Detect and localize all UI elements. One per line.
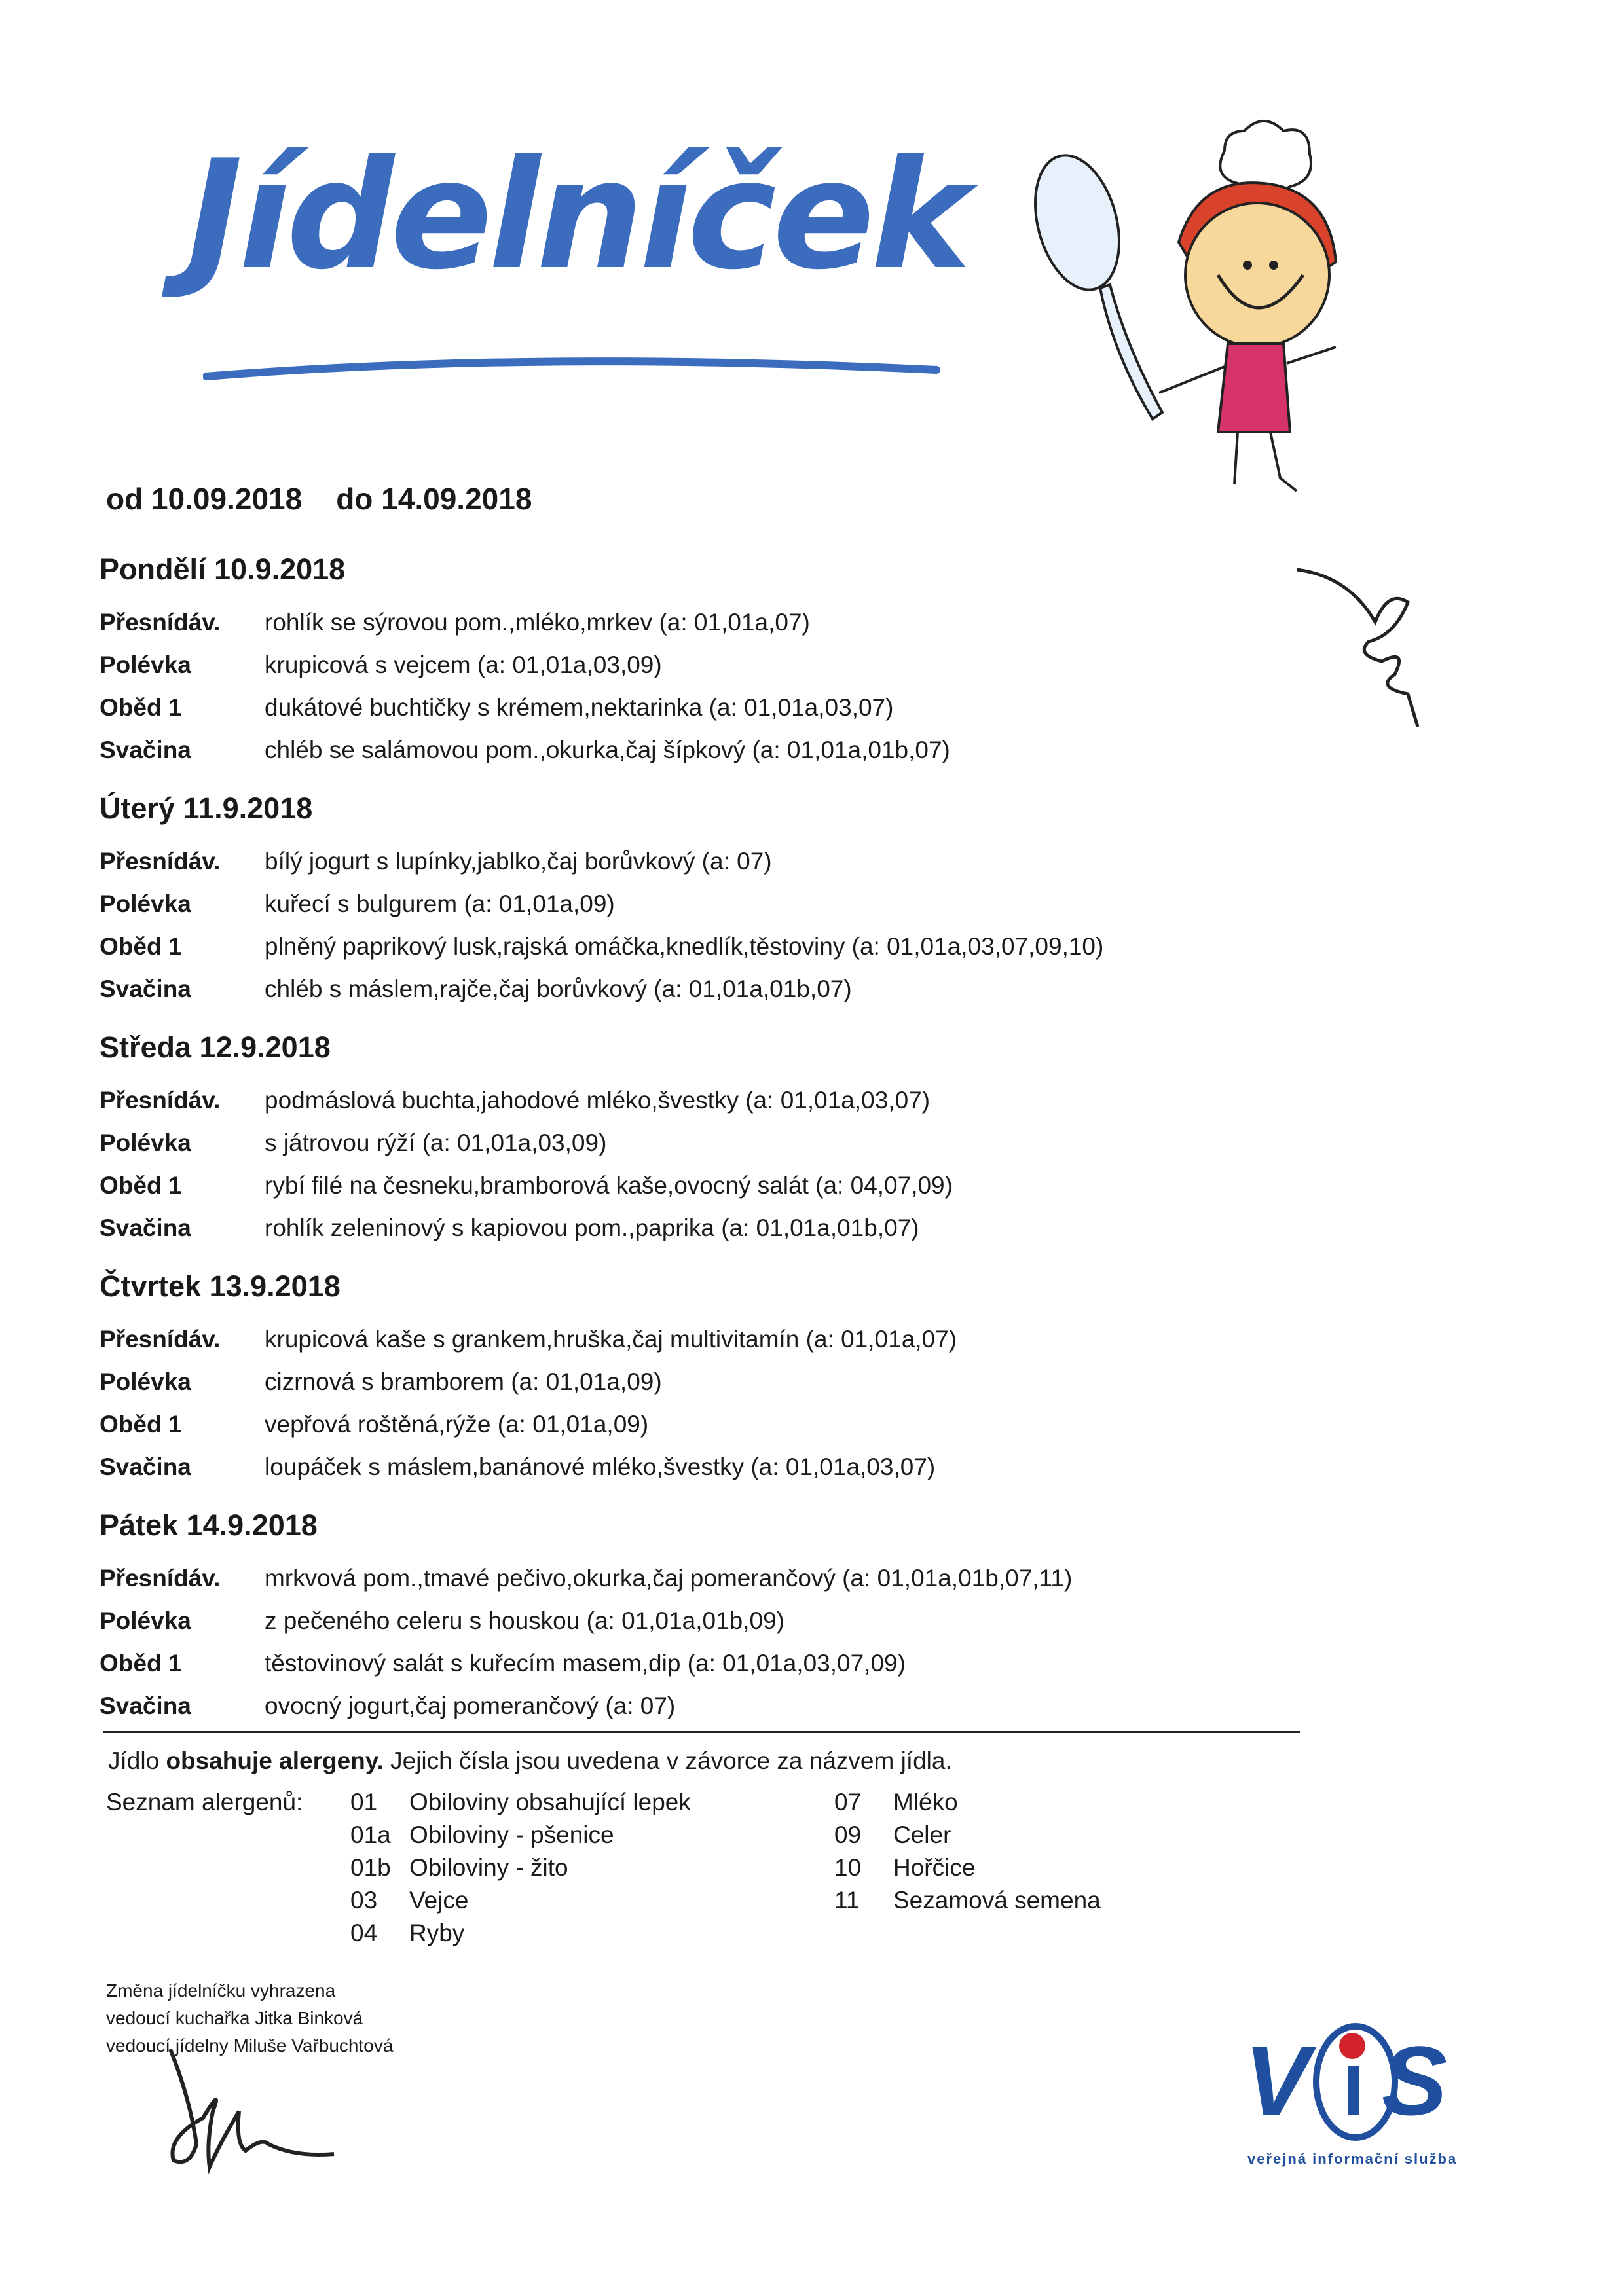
meal-row (100, 1446, 1344, 1488)
note-text: Jejich čísla jsou uvedena v závorce za názvem jídla. (383, 1747, 952, 1774)
day-title: Pondělí 10.9.2018 (100, 553, 346, 586)
meal-row (100, 968, 1344, 1010)
meal-label: Přesnídáv. (100, 1326, 221, 1353)
meal-value: s játrovou rýží (a: 01,01a,03,09) (265, 1129, 607, 1156)
allergen-code: 03 (350, 1887, 378, 1914)
allergen-code: 01a (350, 1821, 391, 1848)
allergen-item (350, 1884, 469, 1917)
allergen-code: 07 (834, 1789, 862, 1815)
day-section (100, 789, 1344, 1010)
meal-row (100, 1599, 1344, 1642)
meal-label: Přesnídáv. (100, 1565, 221, 1592)
meal-row (100, 840, 1344, 883)
allergen-name: Hořčice (893, 1854, 976, 1881)
allergen-item (350, 1851, 568, 1884)
meal-value: rohlík se sýrovou pom.,mléko,mrkev (a: 01,01a,07) (265, 609, 810, 636)
meal-value: plněný paprikový lusk,rajská omáčka,knedlík,těstoviny (a: 01,01a,03,07,09,10) (265, 933, 1104, 960)
allergen-code: 01b (350, 1854, 391, 1881)
meal-value: ovocný jogurt,čaj pomerančový (a: 07) (265, 1692, 676, 1719)
meal-label: Přesnídáv. (100, 609, 221, 636)
footer-line: vedoucí jídelny Miluše Vařbuchtová (106, 2035, 394, 2056)
vis-logo-icon (1244, 2016, 1460, 2174)
page-title: Jídelníček (187, 128, 967, 303)
meal-label: Polévka (100, 1129, 191, 1156)
meal-value: chléb se salámovou pom.,okurka,čaj šípkový (a: 01,01a,01b,07) (265, 737, 950, 763)
meal-value: podmáslová buchta,jahodové mléko,švestky (a: 01,01a,03,07) (265, 1087, 931, 1114)
meal-row (100, 1079, 1344, 1121)
day-section (100, 1267, 1344, 1488)
meal-value: cizrnová s bramborem (a: 01,01a,09) (265, 1368, 662, 1395)
meal-row (100, 925, 1344, 968)
meal-row (100, 1642, 1344, 1685)
meal-value: rybí filé na česneku,bramborová kaše,ovocný salát (a: 04,07,09) (265, 1172, 953, 1199)
day-title: Pátek 14.9.2018 (100, 1508, 318, 1542)
meal-label: Polévka (100, 890, 191, 917)
allergen-name: Sezamová semena (893, 1887, 1101, 1914)
allergen-name: Mléko (893, 1789, 958, 1815)
allergen-code: 10 (834, 1854, 862, 1881)
meal-value: rohlík zeleninový s kapiovou pom.,paprika (a: 01,01a,01b,07) (265, 1214, 919, 1241)
meal-row (100, 883, 1344, 925)
meal-value: krupicová kaše s grankem,hruška,čaj multivitamín (a: 01,01a,07) (265, 1326, 957, 1353)
meal-row (100, 601, 1344, 644)
allergen-item (834, 1851, 975, 1884)
meal-value: vepřová roštěná,rýže (a: 01,01a,09) (265, 1411, 649, 1438)
day-title: Středa 12.9.2018 (100, 1030, 331, 1064)
meal-label: Polévka (100, 1607, 191, 1634)
meal-row (100, 1164, 1344, 1207)
svg-text:V: V (1244, 2026, 1310, 2136)
period-to: do 14.09.2018 (336, 482, 532, 516)
footer-line: Změna jídelníčku vyhrazena (106, 1980, 336, 2001)
meal-value: krupicová s vejcem (a: 01,01a,03,09) (265, 651, 662, 678)
meal-label: Svačina (100, 975, 191, 1002)
meal-row (100, 1685, 1344, 1727)
day-section (100, 1028, 1344, 1249)
meal-label: Přesnídáv. (100, 1087, 221, 1114)
footer-line: vedoucí kuchařka Jitka Binková (106, 2008, 363, 2028)
meal-label: Svačina (100, 1214, 191, 1241)
allergen-name: Obiloviny - žito (409, 1854, 568, 1881)
day-section (100, 1506, 1344, 1727)
meal-row (100, 1360, 1344, 1403)
allergen-list-label: Seznam alergenů: (106, 1789, 303, 1815)
allergen-name: Obiloviny - pšenice (409, 1821, 614, 1848)
meal-label: Oběd 1 (100, 1411, 182, 1438)
svg-text:veřejná informační služba: veřejná informační služba (1247, 2151, 1458, 2167)
allergen-name: Obiloviny obsahující lepek (409, 1789, 691, 1815)
meal-label: Oběd 1 (100, 933, 182, 960)
allergen-name: Vejce (409, 1887, 469, 1914)
allergen-item (350, 1917, 464, 1950)
chef-illustration-icon (1028, 118, 1408, 537)
meal-row (100, 1207, 1344, 1249)
meal-row (100, 1557, 1344, 1599)
period-from: od 10.09.2018 (106, 482, 303, 516)
allergen-code: 09 (834, 1821, 862, 1848)
allergen-item (834, 1819, 951, 1851)
meal-row (100, 729, 1344, 771)
divider (103, 1731, 1300, 1733)
meal-label: Oběd 1 (100, 1172, 182, 1199)
meal-value: dukátové buchtičky s krémem,nektarinka (a: 01,01a,03,07) (265, 694, 894, 721)
svg-text:S: S (1382, 2026, 1448, 2136)
title-underline (203, 347, 943, 386)
meal-row (100, 686, 1344, 729)
menu-period (106, 481, 566, 517)
meal-label: Polévka (100, 1368, 191, 1395)
allergen-item (834, 1884, 1101, 1917)
handwritten-signature-icon (164, 2046, 360, 2177)
meal-label: Přesnídáv. (100, 848, 221, 875)
meal-value: těstovinový salát s kuřecím masem,dip (a: 01,01a,03,07,09) (265, 1650, 906, 1677)
allergen-code: 11 (834, 1887, 860, 1914)
meal-value: chléb s máslem,rajče,čaj borůvkový (a: 01,01a,01b,07) (265, 975, 852, 1002)
meal-value: loupáček s máslem,banánové mléko,švestky (a: 01,01a,03,07) (265, 1453, 936, 1480)
meal-value: z pečeného celeru s houskou (a: 01,01a,01b,09) (265, 1607, 785, 1634)
allergen-code: 04 (350, 1920, 378, 1946)
day-title: Úterý 11.9.2018 (100, 792, 313, 825)
allergen-name: Celer (893, 1821, 951, 1848)
note-text: Jídlo (108, 1747, 166, 1774)
allergen-note (108, 1745, 952, 1777)
day-title: Čtvrtek 13.9.2018 (100, 1269, 341, 1303)
allergen-item (834, 1786, 958, 1819)
meal-value: mrkvová pom.,tmavé pečivo,okurka,čaj pomerančový (a: 01,01a,01b,07,11) (265, 1565, 1073, 1592)
day-section (100, 550, 1344, 771)
allergen-code: 01 (350, 1789, 378, 1815)
meal-value: bílý jogurt s lupínky,jablko,čaj borůvkový (a: 07) (265, 848, 772, 875)
meal-label: Polévka (100, 651, 191, 678)
allergen-item (350, 1819, 614, 1851)
allergen-name: Ryby (409, 1920, 465, 1946)
meal-value: kuřecí s bulgurem (a: 01,01a,09) (265, 890, 615, 917)
meal-row (100, 644, 1344, 686)
meal-label: Oběd 1 (100, 694, 182, 721)
meal-label: Svačina (100, 1453, 191, 1480)
meal-row (100, 1318, 1344, 1360)
meal-row (100, 1403, 1344, 1446)
allergen-item (350, 1786, 691, 1819)
meal-row (100, 1121, 1344, 1164)
meal-label: Oběd 1 (100, 1650, 182, 1677)
meal-label: Svačina (100, 1692, 191, 1719)
meal-label: Svačina (100, 737, 191, 763)
note-bold-text: obsahuje alergeny. (166, 1747, 384, 1774)
